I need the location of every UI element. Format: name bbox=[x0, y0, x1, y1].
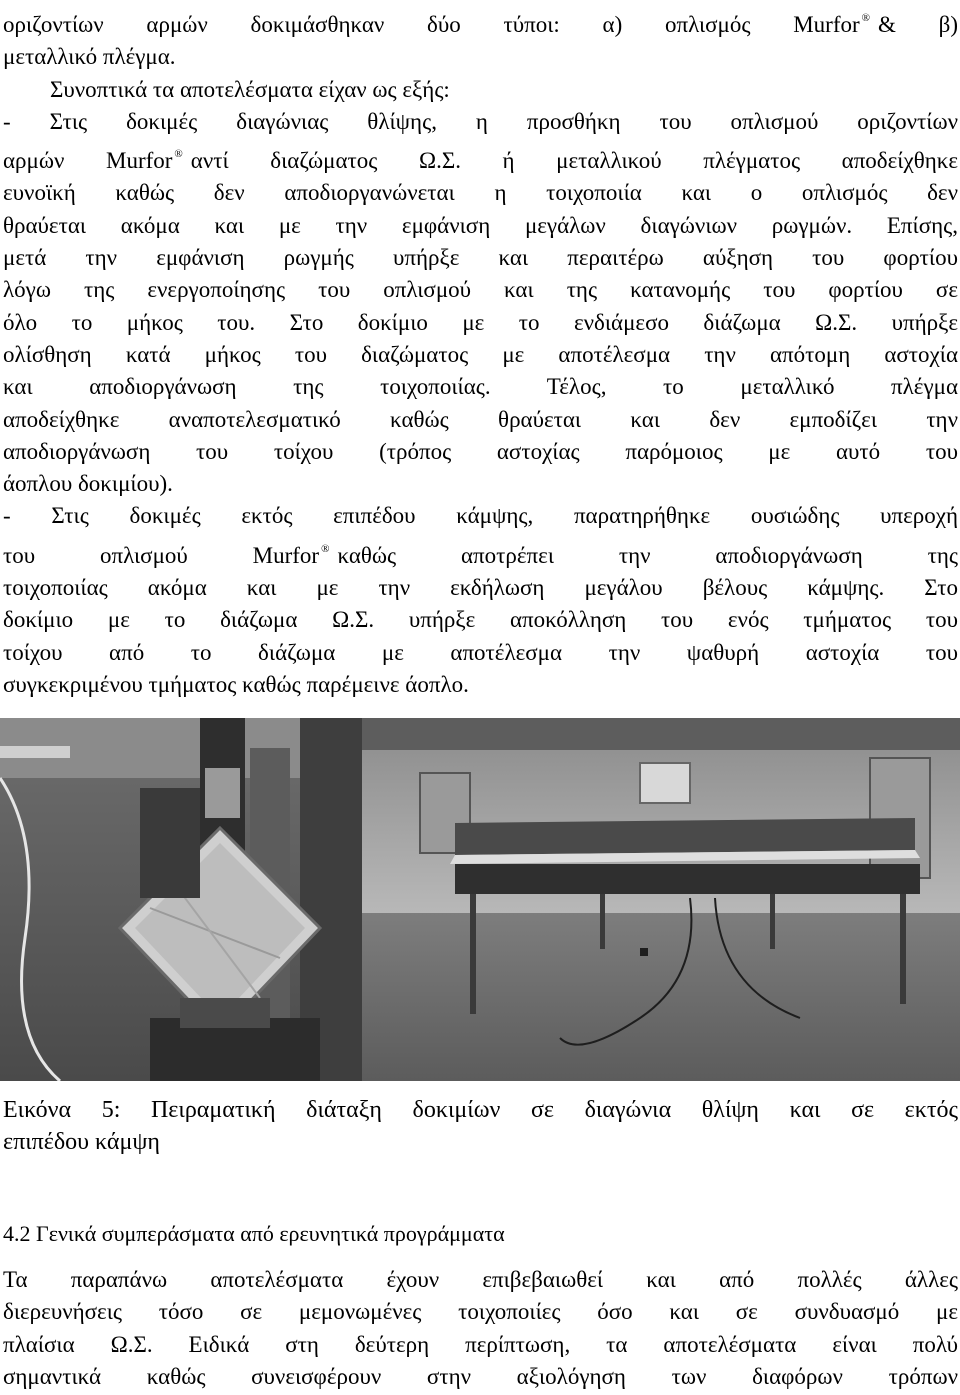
caption-line: Εικόνα 5: Πειραματική διάταξη δοκιμίων σε διαγώνια θλίψη και σε εκτός bbox=[3, 1097, 958, 1123]
paragraph-results bbox=[3, 2, 958, 701]
text-line: αποδείχθηκε αναποτελεσματικό καθώς θραύεται και δεν εμποδίζει την bbox=[3, 406, 958, 432]
registered-mark: ® bbox=[861, 12, 871, 24]
paragraph-conclusions bbox=[3, 1264, 958, 1393]
registered-mark: ® bbox=[321, 542, 330, 555]
caption-line: επιπέδου κάμψη bbox=[3, 1129, 160, 1155]
registered-mark: ® bbox=[174, 148, 183, 161]
text-line: μεταλλικό πλέγμα. bbox=[3, 44, 176, 70]
text-line: ολίσθηση κατά μήκος του διαζώματος με αποτέλεσμα την απότομη αστοχία bbox=[3, 341, 958, 367]
text-line: αποδιοργάνωση του τοίχου (τρόπος αστοχίας παρόμοιος με αυτό του bbox=[3, 438, 958, 464]
text-line: συγκεκριμένου τμήματος καθώς παρέμεινε άοπλο. bbox=[3, 671, 469, 697]
text-line: Τα παραπάνω αποτελέσματα έχουν επιβεβαιωθεί και από πολλές άλλες bbox=[3, 1267, 958, 1292]
text-line: άοπλου δοκιμίου). bbox=[3, 471, 173, 497]
text-line: δοκίμιο με το διάζωμα Ω.Σ. υπήρξε αποκόλληση του ενός τμήματος του bbox=[3, 607, 958, 633]
text-line: του οπλισμού Murfor ® καθώς αποτρέπει την αποδιοργάνωση της bbox=[3, 542, 958, 568]
figure-5-photographs bbox=[0, 718, 960, 1081]
text-line: θραύεται ακόμα και με την εμφάνιση μεγάλων διαγώνιων ρωγμών. Επίσης, bbox=[3, 212, 958, 238]
text-line: οριζοντίων αρμών δοκιμάσθηκαν δύο τύποι: α) οπλισμός Murfor ® & β) bbox=[3, 12, 958, 37]
text-line: μετά την εμφάνιση ρωγμής υπήρξε και περαιτέρω αύξηση του φορτίου bbox=[3, 245, 958, 271]
text-line: πλαίσια Ω.Σ. Ειδικά στη δεύτερη περίπτωση, τα αποτελέσματα είναι πολύ bbox=[3, 1331, 958, 1357]
photo-diagonal-compression bbox=[0, 718, 362, 1081]
text-line: και αποδιοργάνωση της τοιχοποιίας. Τέλος, το μεταλλικό πλέγμα bbox=[3, 374, 958, 400]
figure-caption bbox=[3, 1094, 958, 1158]
text-line: σημαντικά καθώς συνεισφέρουν στην αξιολόγηση των διαφόρων τρόπων bbox=[3, 1363, 958, 1389]
text-line: - Στις δοκιμές διαγώνιας θλίψης, η προσθήκη του οπλισμού οριζοντίων bbox=[3, 108, 958, 134]
text-line: αρμών Murfor ® αντί διαζώματος Ω.Σ. ή μεταλλικού πλέγματος αποδείχθηκε bbox=[3, 148, 958, 174]
text-line: - Στις δοκιμές εκτός επιπέδου κάμψης, παρατηρήθηκε ουσιώδης υπεροχή bbox=[3, 503, 958, 529]
text-line: Συνοπτικά τα αποτελέσματα είχαν ως εξής: bbox=[50, 76, 450, 102]
text-line: τοιχοποιίας ακόμα και με την εκδήλωση μεγάλου βέλους κάμψης. Στο bbox=[3, 575, 958, 601]
text-line: όλο το μήκος του. Στο δοκίμιο με το ενδιάμεσο διάζωμα Ω.Σ. υπήρξε bbox=[3, 309, 958, 335]
section-heading: 4.2 Γενικά συμπεράσματα από ερευνητικά προγράμματα bbox=[3, 1221, 505, 1246]
text-line: λόγω της ενεργοποίησης του οπλισμού και της κατανομής του φορτίου σε bbox=[3, 277, 958, 303]
text-line: ευνοϊκή καθώς δεν αποδιοργανώνεται η τοιχοποιία και ο οπλισμός δεν bbox=[3, 180, 958, 206]
photo-out-of-plane-bending bbox=[362, 718, 960, 1081]
text-line: τοίχου από το διάζωμα με αποτέλεσμα την ψαθυρή αστοχία του bbox=[3, 639, 958, 665]
text-line: διερευνήσεις τόσο σε μεμονωμένες τοιχοποιίες όσο και σε συνδυασμό με bbox=[3, 1299, 958, 1325]
